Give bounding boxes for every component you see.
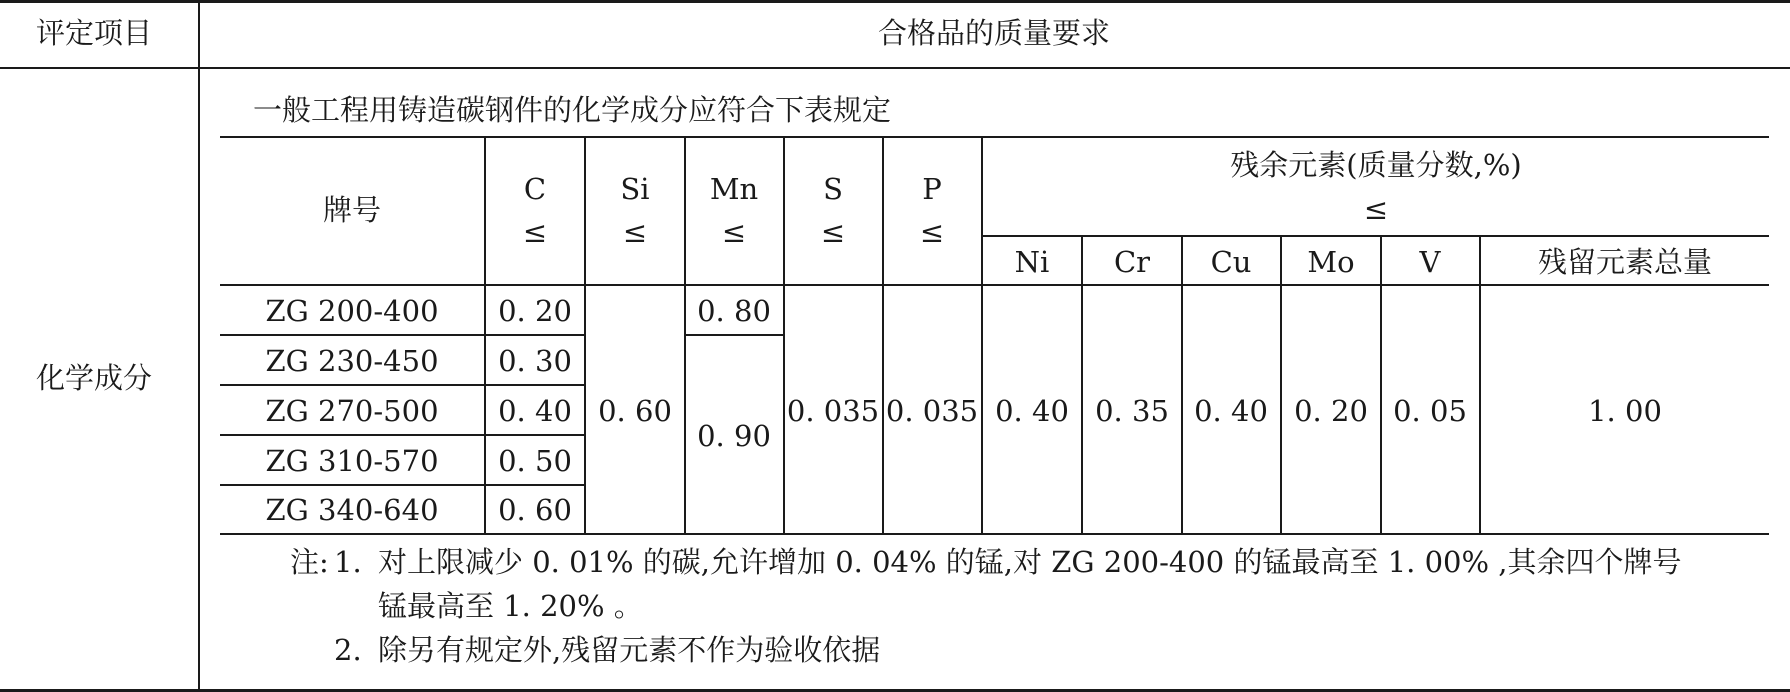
inner-bottom-border [220, 533, 1769, 535]
sub-header-total: 残留元素总量 [1537, 245, 1713, 279]
row-divider-2 [220, 384, 585, 386]
col-divider-mo [1380, 235, 1382, 534]
si-value-cell: 0. 60 [598, 394, 672, 428]
col-divider-p [981, 136, 983, 534]
header-p-le: ≤ [919, 215, 945, 249]
header-p: P [922, 172, 942, 206]
s-value-cell: 0. 035 [786, 394, 880, 428]
grade-cell: ZG 200-400 [265, 294, 439, 328]
sub-header-v: V [1419, 245, 1441, 279]
row-divider-4 [220, 484, 585, 486]
header-si: Si [620, 172, 650, 206]
header-s-le: ≤ [820, 215, 846, 249]
cu-value-cell: 0. 40 [1194, 394, 1268, 428]
col1-header: 评定项目 [36, 16, 153, 50]
col-divider-ni [1081, 235, 1083, 534]
note-2-text: 除另有规定外,残留元素不作为验收依据 [378, 633, 881, 667]
row-divider-mn [684, 334, 784, 336]
outer-column-divider [198, 0, 200, 692]
note-2-number: 2. [334, 633, 362, 667]
header-c: C [523, 172, 547, 206]
col-divider-s [882, 136, 884, 534]
c-value-cell: 0. 50 [498, 444, 572, 478]
row-divider-3 [220, 434, 585, 436]
c-value-cell: 0. 60 [498, 493, 572, 527]
grade-cell: ZG 270-500 [265, 394, 439, 428]
row-divider-1 [220, 334, 585, 336]
header-mn: Mn [709, 172, 759, 206]
inner-top-border [220, 136, 1769, 138]
v-value-cell: 0. 05 [1393, 394, 1467, 428]
c-value-cell: 0. 30 [498, 344, 572, 378]
c-value-cell: 0. 20 [498, 294, 572, 328]
col-divider-cr [1181, 235, 1183, 534]
sub-header-mo: Mo [1307, 245, 1355, 279]
col-divider-mn [783, 136, 785, 534]
col2-header: 合格品的质量要求 [877, 16, 1111, 50]
c-value-cell: 0. 40 [498, 394, 572, 428]
sub-header-cr: Cr [1113, 245, 1151, 279]
residual-header: 残余元素(质量分数,%) [1230, 148, 1522, 182]
sub-header-cu: Cu [1210, 245, 1252, 279]
note-1-line-1: 对上限减少 0. 01% 的碳,允许增加 0. 04% 的锰,对 ZG 200-400 的锰最高至 1. 00% ,其余四个牌号 [378, 545, 1682, 579]
grade-cell: ZG 230-450 [265, 344, 439, 378]
top-border [0, 0, 1790, 3]
cr-value-cell: 0. 35 [1095, 394, 1169, 428]
sub-header-ni: Ni [1014, 245, 1050, 279]
ni-value-cell: 0. 40 [995, 394, 1069, 428]
col-divider-v [1479, 235, 1481, 534]
residual-header-divider [981, 235, 1769, 237]
notes-prefix: 注: [290, 545, 329, 579]
grade-cell: ZG 310-570 [265, 444, 439, 478]
mo-value-cell: 0. 20 [1294, 394, 1368, 428]
mn-value-cell: 0. 90 [697, 419, 771, 453]
col-divider-grade [484, 136, 486, 534]
note-1-line-2: 锰最高至 1. 20% 。 [378, 589, 643, 623]
col-divider-si [684, 136, 686, 534]
header-mn-le: ≤ [721, 215, 747, 249]
col-divider-cu [1280, 235, 1282, 534]
intro-text: 一般工程用铸造碳钢件的化学成分应符合下表规定 [253, 93, 892, 127]
header-bottom-border [0, 67, 1790, 69]
row-label-chemical-composition: 化学成分 [36, 361, 153, 395]
header-s: S [823, 172, 843, 206]
grade-header: 牌号 [322, 193, 382, 227]
total-value-cell: 1. 00 [1588, 394, 1662, 428]
col-divider-c [584, 136, 586, 534]
header-c-le: ≤ [522, 215, 548, 249]
note-1-number: 1. [334, 545, 362, 579]
p-value-cell: 0. 035 [885, 394, 979, 428]
grade-cell: ZG 340-640 [265, 493, 439, 527]
mn-value-cell: 0. 80 [697, 294, 771, 328]
inner-header-bottom-border [220, 284, 1769, 286]
header-si-le: ≤ [622, 215, 648, 249]
residual-header-le: ≤ [1363, 192, 1389, 226]
